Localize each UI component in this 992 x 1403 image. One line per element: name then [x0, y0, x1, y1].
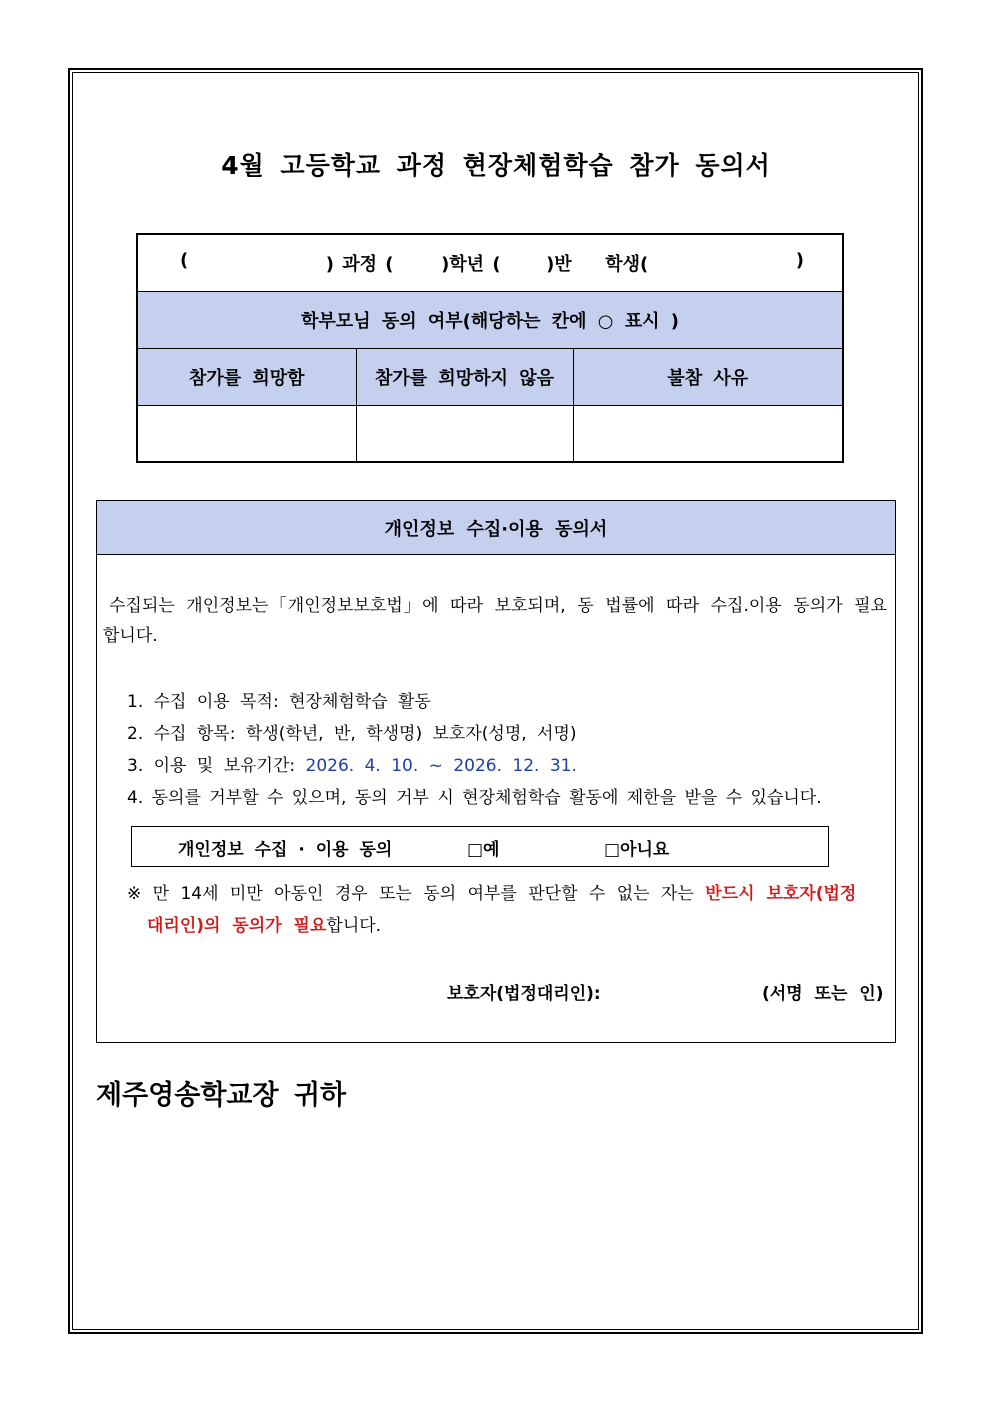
note-emphasis-2: 대리인)의 동의가 필요 [147, 916, 327, 936]
privacy-item-fields: 2. 수집 항목: 학생(학년, 반, 학생명) 보호자(성명, 서명) [127, 724, 577, 744]
column-absence-reason: 불참 사유 [573, 348, 843, 405]
guardian-note [127, 878, 885, 942]
period-prefix: 3. 이용 및 보유기간: [127, 756, 296, 776]
consent-input-row [137, 405, 843, 462]
agree-yes-checkbox[interactable]: □예 [467, 840, 500, 860]
grade-label: )학년 ( [441, 253, 501, 275]
course-label: ) 과정 ( [325, 253, 394, 275]
period-dates: 2026. 4. 10. ~ 2026. 12. 31. [305, 756, 577, 776]
note-suffix: 합니다. [326, 916, 382, 936]
input-not-participate[interactable] [356, 405, 573, 462]
privacy-intro-text: 수집되는 개인정보는「개인정보보호법」에 따라 보호되며, 동 법률에 따라 수집.이용 동의가 필요합니다. [103, 596, 887, 646]
column-not-participate: 참가를 희망하지 않음 [356, 348, 573, 405]
privacy-agree-box [131, 826, 829, 867]
document-title: 4월 고등학교 과정 현장체험학습 참가 동의서 [221, 151, 771, 180]
privacy-item-purpose: 1. 수집 이용 목적: 현장체험학습 활동 [127, 692, 431, 712]
note-prefix: ※ 만 14세 미만 아동인 경우 또는 동의 여부를 판단할 수 없는 자는 [127, 884, 694, 904]
principal-addressee: 제주영송학교장 귀하 [96, 1080, 347, 1111]
input-wish-participate[interactable] [137, 405, 356, 462]
signature-label[interactable]: (서명 또는 인) [762, 984, 884, 1004]
consent-column-row [137, 348, 843, 405]
student-label: 학생( [605, 253, 649, 275]
privacy-header: 개인정보 수집·이용 동의서 [97, 501, 895, 555]
consent-header: 학부모님 동의 여부(해당하는 칸에 ○ 표시 ) [137, 291, 843, 348]
column-wish-participate: 참가를 희망함 [137, 348, 356, 405]
input-absence-reason[interactable] [573, 405, 843, 462]
participation-consent-table [136, 233, 844, 463]
privacy-item-period [127, 750, 887, 782]
privacy-items [127, 686, 887, 814]
class-label: )반 [546, 253, 572, 275]
privacy-consent-section [96, 500, 896, 1043]
student-close-paren: ) [795, 249, 805, 271]
consent-header-row [137, 291, 843, 348]
privacy-intro [103, 591, 887, 651]
course-open-paren: ( [180, 249, 189, 271]
guardian-label: 보호자(법정대리인): [447, 984, 601, 1004]
privacy-item-refusal: 4. 동의를 거부할 수 있으며, 동의 거부 시 현장체험학습 활동에 제한을 받을 수 있습니다. [127, 788, 822, 808]
agree-label: 개인정보 수집 · 이용 동의 [178, 840, 393, 860]
student-info-cell[interactable] [137, 234, 843, 291]
student-info-row [137, 234, 843, 291]
note-emphasis-1: 반드시 보호자(법정 [705, 884, 857, 904]
agree-no-checkbox[interactable]: □아니요 [604, 840, 670, 860]
